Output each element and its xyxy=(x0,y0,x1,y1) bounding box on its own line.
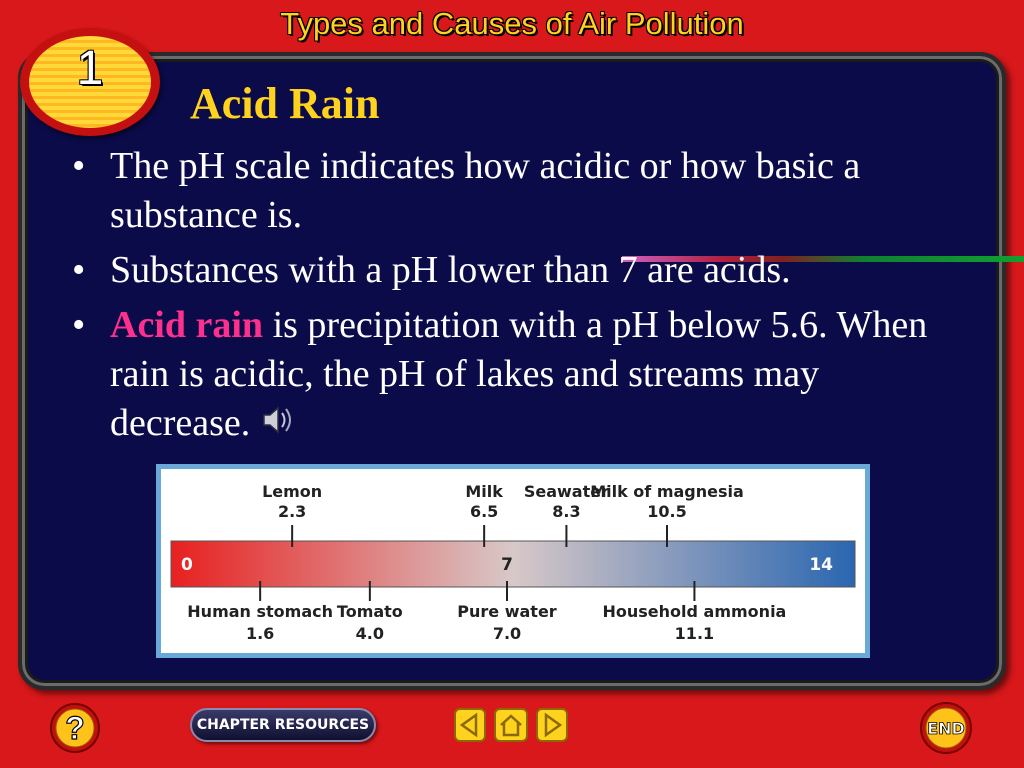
scale-bottom-label: Household ammonia xyxy=(602,602,787,621)
section-number: 1 xyxy=(76,41,104,95)
acid-rain-term: Acid rain xyxy=(110,304,264,346)
scale-min-label: 0 xyxy=(181,555,193,575)
scale-bottom-label: Pure water xyxy=(457,602,557,621)
section-title: Types and Causes of Air Pollution xyxy=(280,6,744,41)
scale-top-label: Seawater xyxy=(523,482,609,501)
help-icon: ? xyxy=(65,710,85,746)
scale-top-value: 8.3 xyxy=(552,502,581,521)
bullet-item: • The pH scale indicates how acidic or how basic a substance is. xyxy=(72,142,952,240)
scale-mid-label: 7 xyxy=(501,555,513,575)
scale-bottom-value: 7.0 xyxy=(492,624,522,643)
scale-max-label: 14 xyxy=(809,555,833,575)
scale-bottom-value: 11.1 xyxy=(674,624,715,643)
slide-title: Acid Rain xyxy=(190,79,380,128)
scale-top-label: Milk xyxy=(465,482,503,501)
end-label: END xyxy=(927,719,965,738)
end-button[interactable] xyxy=(918,702,974,754)
scale-top-label: Milk of magnesia xyxy=(590,482,744,501)
speaker-icon[interactable] xyxy=(258,402,294,451)
section-number-badge xyxy=(20,28,160,136)
bullet-item: • Acid rain is precipitation with a pH below 5.6. When rain is acidic, the pH of lakes and streams may decrease. xyxy=(72,301,952,451)
home-button[interactable] xyxy=(494,708,528,742)
scale-top-value: 2.3 xyxy=(277,502,307,521)
scale-bottom-label: Human stomach xyxy=(187,602,334,621)
scale-top-value: 6.5 xyxy=(469,502,499,521)
scale-bottom-label: Tomato xyxy=(336,602,403,621)
bullet-list xyxy=(72,142,952,457)
scale-top-label: Lemon xyxy=(262,482,323,501)
ph-scale-figure xyxy=(156,464,870,658)
bullet-item: • Substances with a pH lower than 7 are acids. xyxy=(72,246,952,295)
next-button[interactable] xyxy=(536,708,568,742)
prev-button[interactable] xyxy=(454,708,486,742)
help-button[interactable] xyxy=(48,702,102,754)
ph-scale-bar xyxy=(171,541,855,587)
scale-top-value: 10.5 xyxy=(647,502,687,521)
chapter-resources-button[interactable]: CHAPTER RESOURCES xyxy=(190,708,376,742)
scale-bottom-value: 4.0 xyxy=(355,624,385,643)
scale-bottom-value: 1.6 xyxy=(245,624,275,643)
